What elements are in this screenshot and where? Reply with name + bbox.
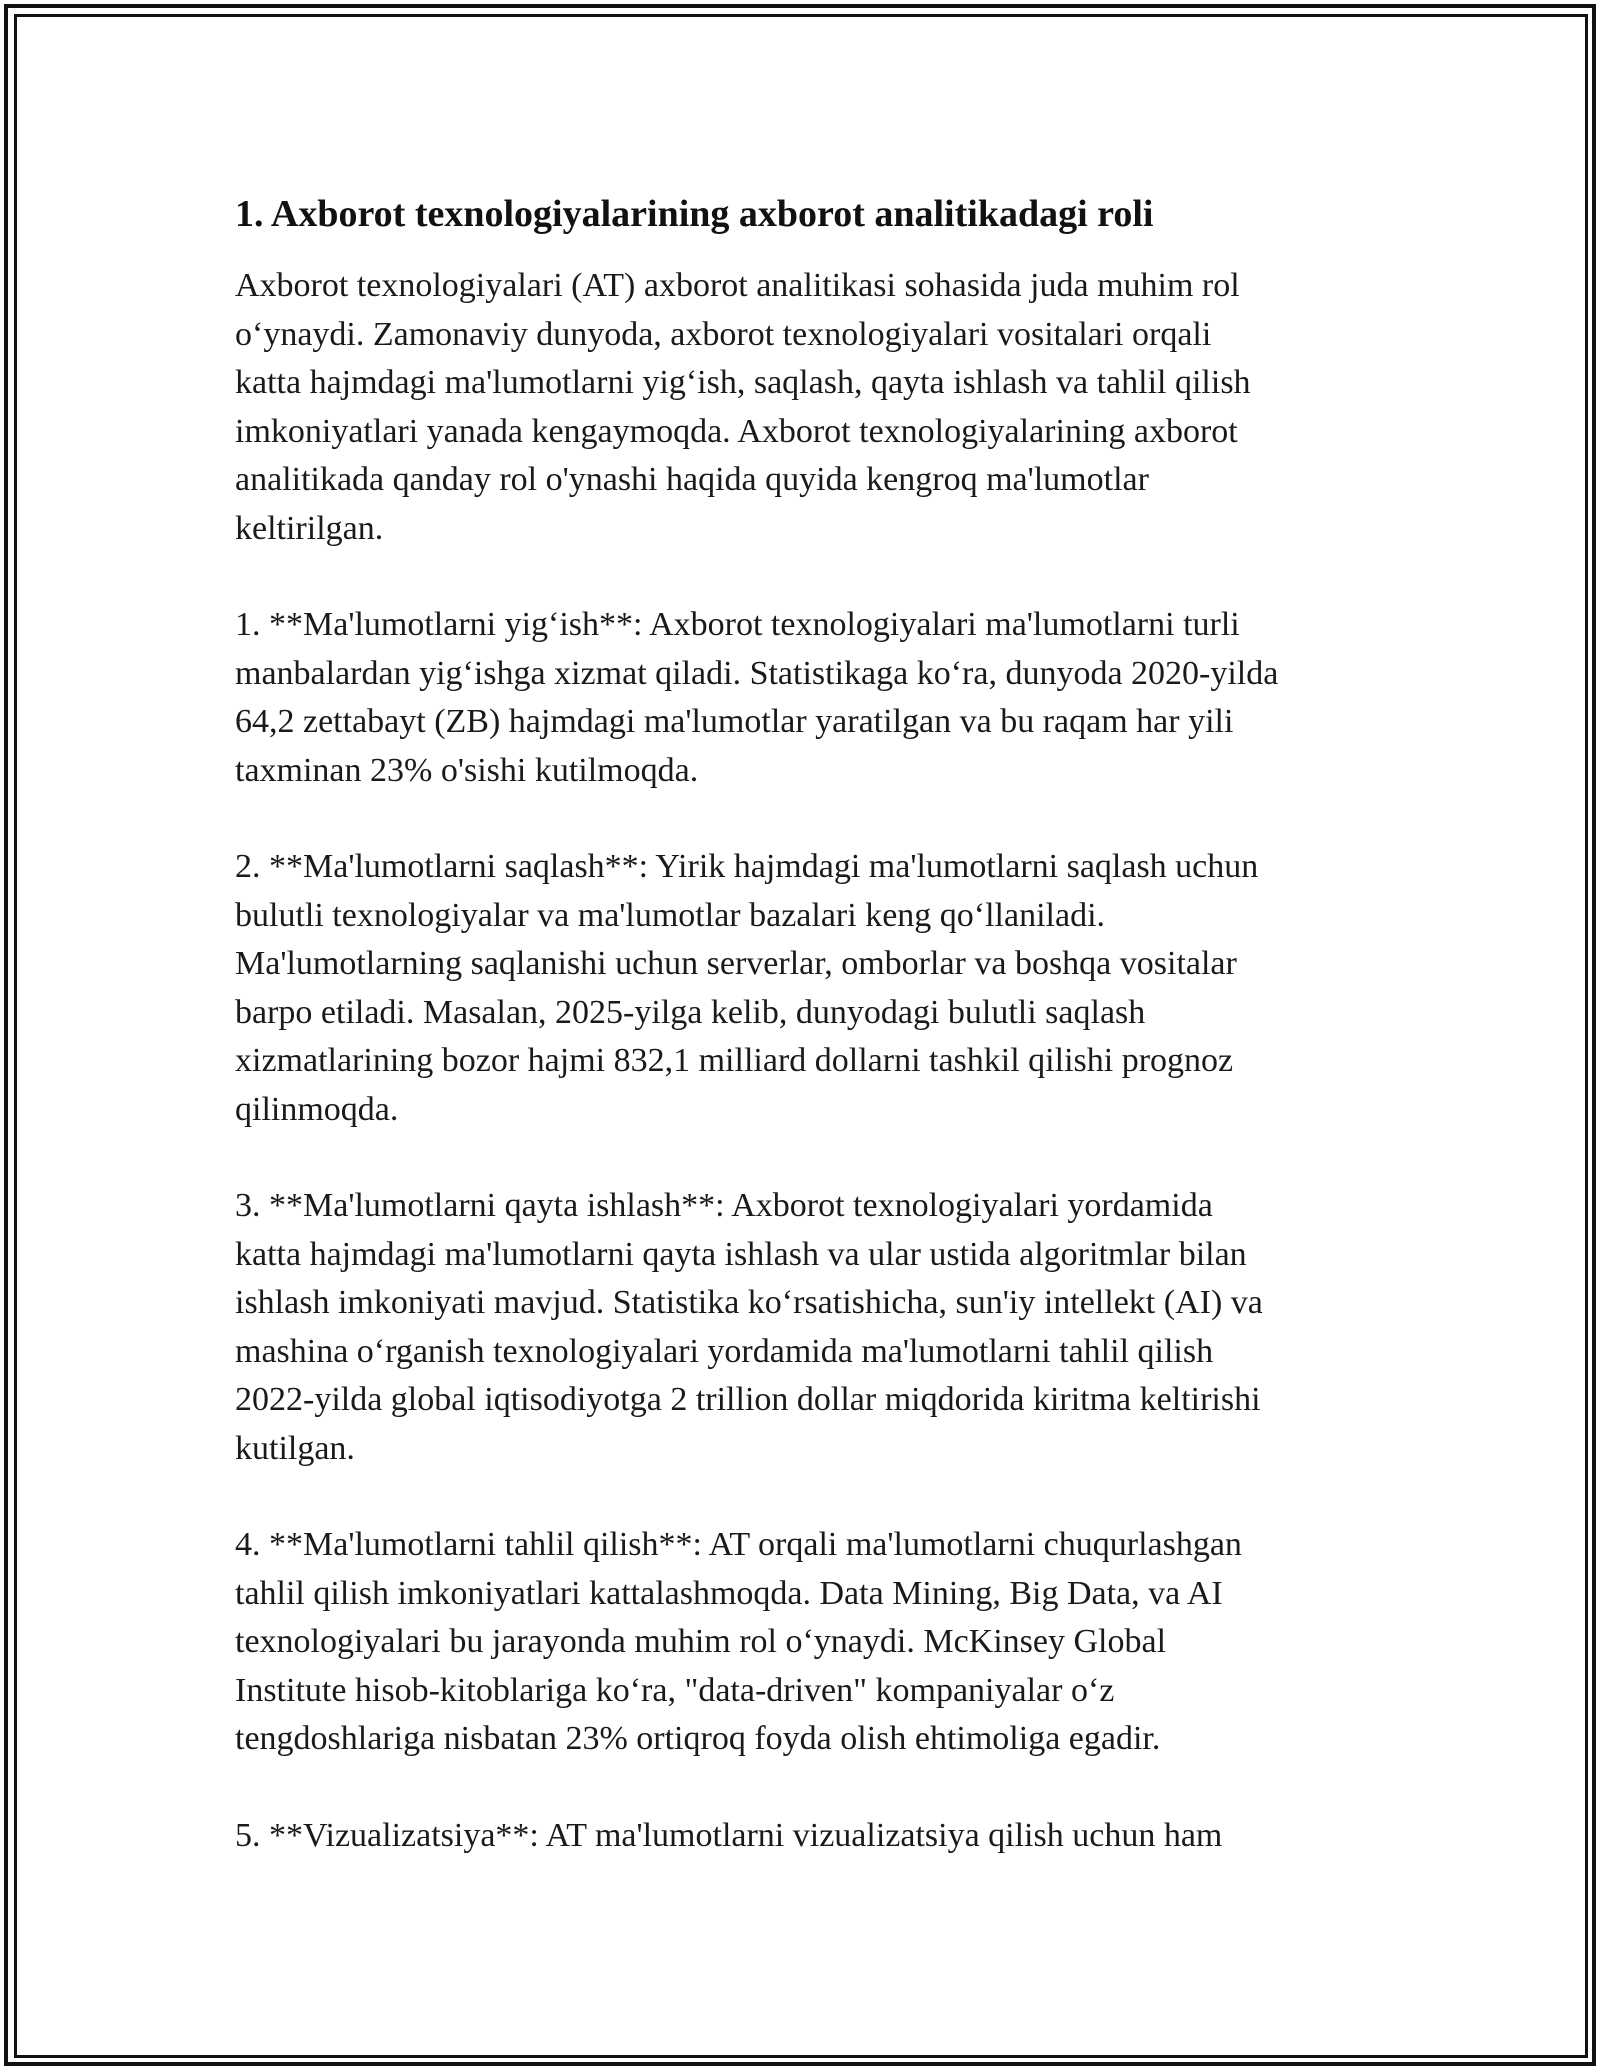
document-body <box>235 186 1385 1908</box>
paragraph-data-collection: 1. **Ma'lumotlarni yig‘ish**: Axborot texnologiyalari ma'lumotlarni turli manbalardan yig‘ishga xizmat qiladi. Statistikaga ko‘ra, dunyoda 2020-yilda 64,2 zettabayt (ZB) hajmdagi ma'lumotlar yaratilgan va bu raqam har yili taxminan 23% o'sishi kutilmoqda. <box>235 606 1279 789</box>
intro-paragraph: Axborot texnologiyalari (AT) axborot analitikasi sohasida juda muhim rol o‘ynaydi. Zamonaviy dunyoda, axborot texnologiyalari vositalari orqali katta hajmdagi ma'lumotlarni yig‘ish, saqlash, qayta ishlash va tahlil qilish imkoniyatlari yanada kengaymoqda. Axborot texnologiyalarining axborot analitikada qanday rol o'ynashi haqida quyida kengroq ma'lumotlar keltirilgan. <box>235 267 1251 547</box>
section-heading: 1. Axborot texnologiyalarining axborot analitikadagi roli <box>235 193 1154 235</box>
paragraph-data-analysis: 4. **Ma'lumotlarni tahlil qilish**: AT orqali ma'lumotlarni chuqurlashgan tahlil qilish imkoniyatlari kattalashmoqda. Data Mining, Big Data, va AI texnologiyalari bu jarayonda muhim rol o‘ynaydi. McKinsey Global Institute hisob-kitoblariga ko‘ra, "data-driven" kompaniyalar o‘z tengdoshlariga nisbatan 23% ortiqroq foyda olish ehtimoliga egadir. <box>235 1526 1242 1757</box>
paragraph-data-storage: 2. **Ma'lumotlarni saqlash**: Yirik hajmdagi ma'lumotlarni saqlash uchun bulutli texnologiyalar va ma'lumotlar bazalari keng qo‘llaniladi. Ma'lumotlarning saqlanishi uchun serverlar, omborlar va boshqa vositalar barpo etiladi. Masalan, 2025-yilga kelib, dunyodagi bulutli saqlash xizmatlarining bozor hajmi 832,1 milliard dollarni tashkil qilishi prognoz qilinmoqda. <box>235 848 1259 1128</box>
paragraph-data-processing: 3. **Ma'lumotlarni qayta ishlash**: Axborot texnologiyalari yordamida katta hajmdagi ma'lumotlarni qayta ishlash va ular ustida algoritmlar bilan ishlash imkoniyati mavjud. Statistika ko‘rsatishicha, sun'iy intellekt (AI) va mashina o‘rganish texnologiyalari yordamida ma'lumotlarni tahlil qilish 2022-yilda global iqtisodiyotga 2 trillion dollar miqdorida kiritma keltirishi kutilgan. <box>235 1187 1263 1467</box>
paragraph-visualization: 5. **Vizualizatsiya**: AT ma'lumotlarni vizualizatsiya qilish uchun ham <box>235 1816 1223 1854</box>
